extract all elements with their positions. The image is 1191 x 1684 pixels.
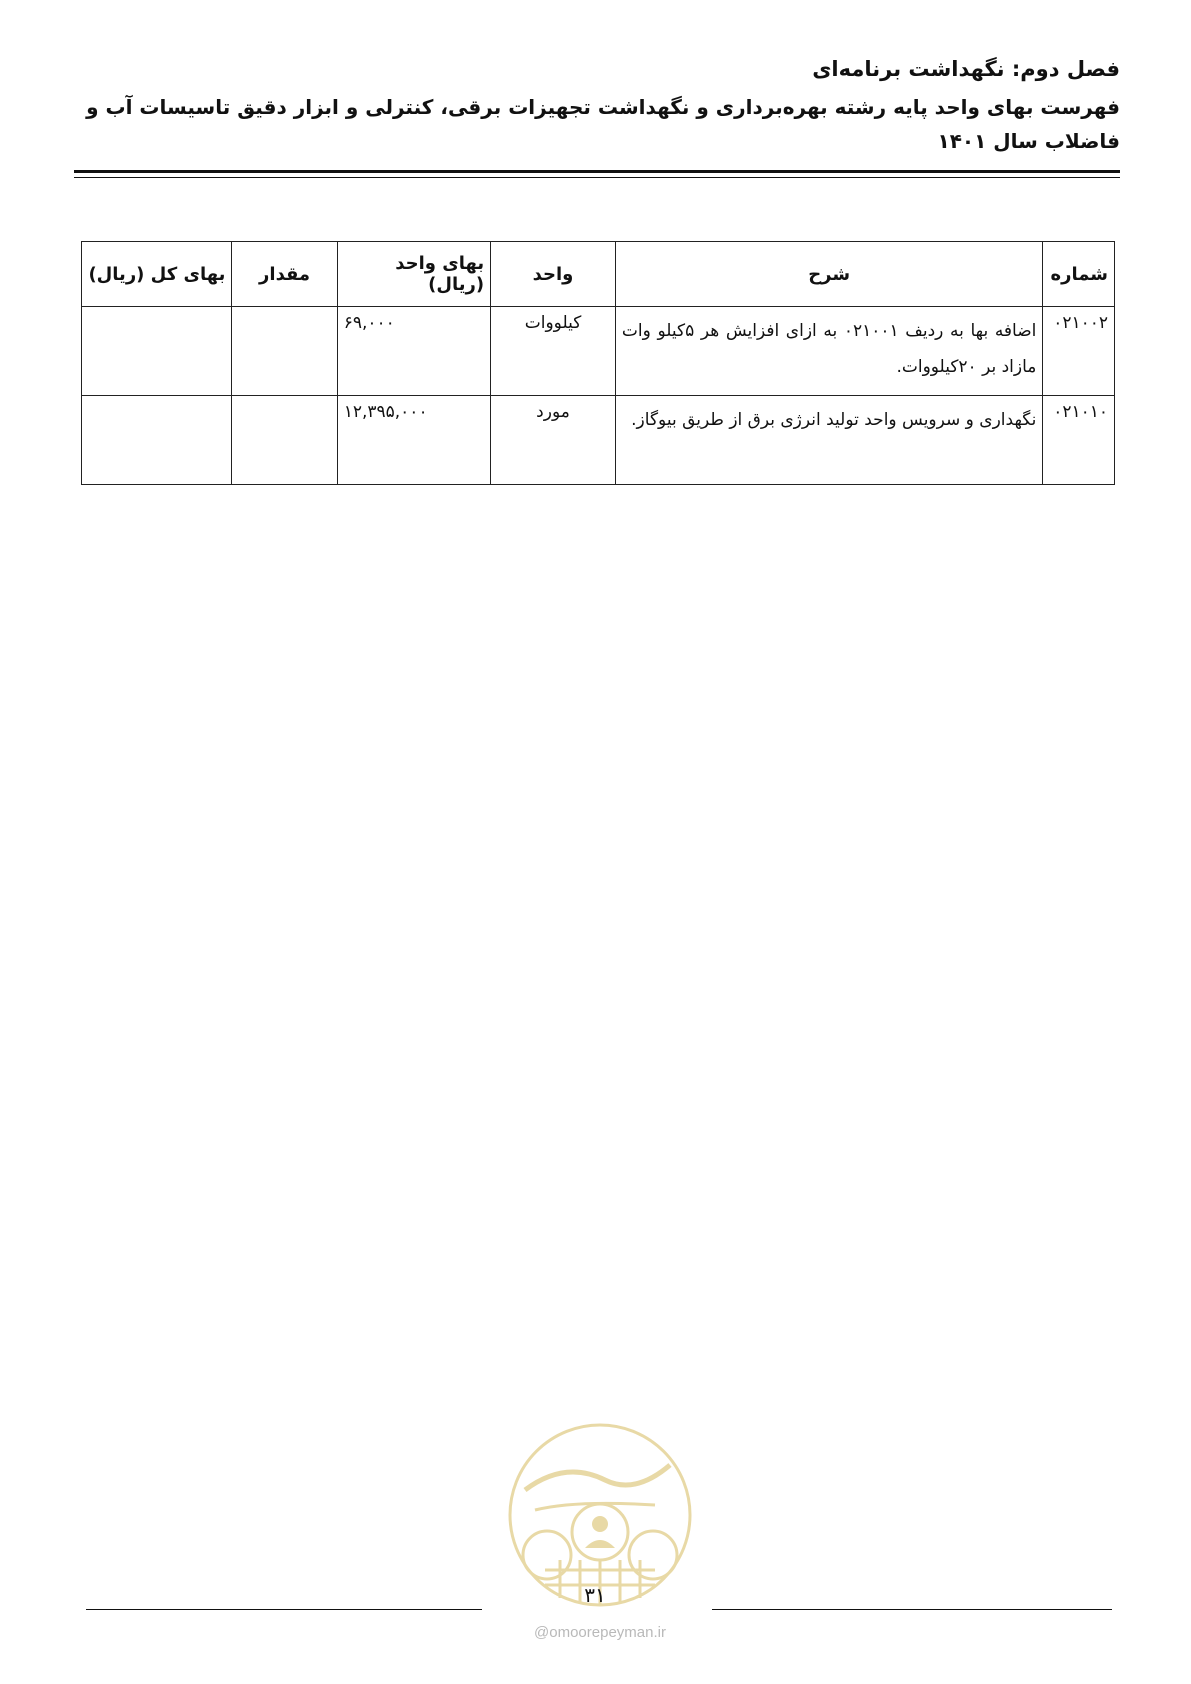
- header-rule-thin: [74, 177, 1120, 178]
- footer-rule-left: [86, 1609, 482, 1610]
- website-watermark: @omoorepeyman.ir: [534, 1624, 666, 1641]
- row-number: ۰۲۱۰۰۲: [1043, 307, 1115, 396]
- header-description: شرح: [615, 242, 1043, 307]
- row-unit: مورد: [491, 396, 616, 485]
- price-list-table: [81, 241, 1115, 485]
- row-unit-price: ۶۹,۰۰۰: [337, 307, 490, 396]
- page-number: ۳۱: [584, 1583, 606, 1607]
- header-unit: واحد: [491, 242, 616, 307]
- document-subtitle: فهرست بهای واحد پایه رشته بهره‌برداری و نگهداشت تجهیزات برقی، کنترلی و ابزار دقیق تاسیسات آب و فاضلاب سال ۱۴۰۱: [86, 95, 1120, 153]
- chapter-title: فصل دوم: نگهداشت برنامه‌ای: [812, 57, 1120, 81]
- watermark-logo-icon: [505, 1420, 695, 1610]
- row-total-price: [82, 396, 232, 485]
- row-quantity: [232, 307, 337, 396]
- row-unit: کیلووات: [491, 307, 616, 396]
- header-unit-price: بهای واحد (ریال): [337, 242, 490, 307]
- header-total-price: بهای کل (ریال): [82, 242, 232, 307]
- header-rule-thick: [74, 170, 1120, 173]
- row-unit-price: ۱۲,۳۹۵,۰۰۰: [337, 396, 490, 485]
- table-row: [82, 307, 1115, 396]
- row-quantity: [232, 396, 337, 485]
- table-row: [82, 396, 1115, 485]
- row-description: نگهداری و سرویس واحد تولید انرژی برق از طریق بیوگاز.: [615, 396, 1043, 485]
- footer-rule-right: [712, 1609, 1112, 1610]
- row-description: اضافه بها به ردیف ۰۲۱۰۰۱ به ازای افزایش هر ۵کیلو وات مازاد بر ۲۰کیلووات.: [615, 307, 1043, 396]
- row-number: ۰۲۱۰۱۰: [1043, 396, 1115, 485]
- header-number: شماره: [1043, 242, 1115, 307]
- row-total-price: [82, 307, 232, 396]
- page-header: [74, 52, 1120, 158]
- header-quantity: مقدار: [232, 242, 337, 307]
- table-header-row: [82, 242, 1115, 307]
